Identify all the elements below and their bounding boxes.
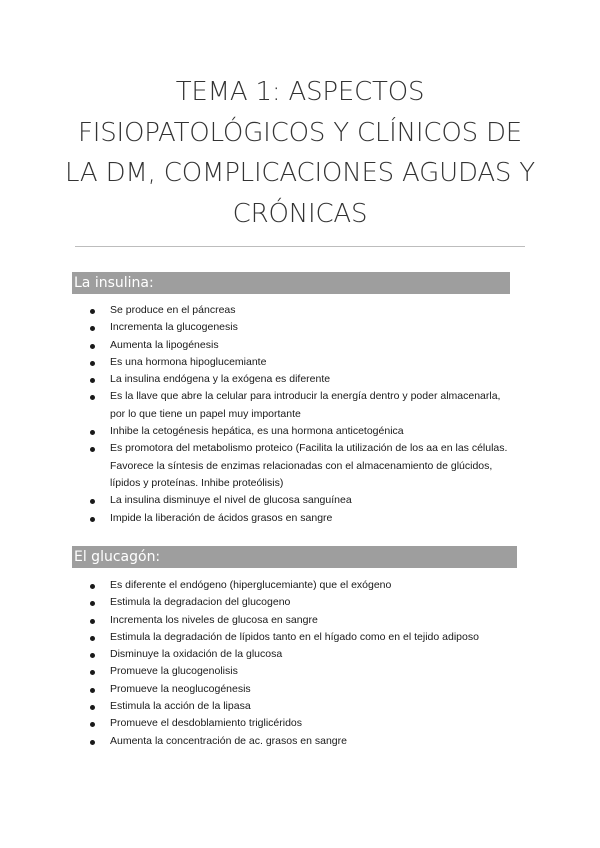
bullet-icon [90,653,95,658]
bullet-icon [90,430,95,435]
list-item-text: Promueve la glucogenolisis [110,665,238,678]
list-item [90,510,510,527]
bullet-icon [90,740,95,745]
list-item [90,492,510,509]
list-item-text: Es una hormona hipoglucemiante [110,355,267,368]
list-item [90,612,510,629]
list-item-text: Aumenta la concentración de ac. grasos en sangre [110,734,347,747]
bullet-icon [90,601,95,606]
list-item [90,440,510,492]
list-item [90,698,510,715]
bullet-icon [90,688,95,693]
list-item-text: Aumenta la lipogénesis [110,338,219,351]
list-item [90,577,510,594]
bullet-icon [90,499,95,504]
list-item-text: Incrementa los niveles de glucosa en sangre [110,613,318,626]
list-item [90,629,510,646]
bullet-icon [90,309,95,314]
bullet-icon [90,636,95,641]
list-item [90,337,510,354]
bullet-icon [90,447,95,452]
section-heading-glucagon: El glucagón: [72,546,517,568]
list-item-text: Estimula la degradacion del glucogeno [110,596,291,609]
list-item-text: Promueve el desdoblamiento triglicéridos [110,717,303,730]
list-item [90,371,510,388]
list-item-text: La insulina disminuye el nivel de glucosa sanguínea [110,494,352,507]
list-item-text: Incrementa la glucogenesis [110,321,238,334]
document-title: TEMA 1: ASPECTOS FISIOPATOLÓGICOS Y CLÍNICOS DE LA DM, COMPLICACIONES AGUDAS Y CRÓNICAS [65,77,535,229]
bullet-icon [90,344,95,349]
bullet-icon [90,378,95,383]
list-item [90,681,510,698]
list-item-text: Es promotora del metabolismo proteico (Facilita la utilización de los aa en las células. Favorece la síntesis de enzimas relacionadas con el almacenamiento de glúcidos, lípidos y proteínas. Inhibe proteólisis) [110,442,508,489]
list-item [90,733,510,750]
list-item-text: Es la llave que abre la celular para introducir la energía dentro y poder almacenarla, por lo que tiene un papel muy importante [110,390,501,420]
bullet-icon [90,670,95,675]
list-item-text: Es diferente el endógeno (hiperglucemiante) que el exógeno [110,579,392,591]
list-item-text: La insulina endógena y la exógena es diferente [110,373,331,386]
list-item-text: Estimula la degradación de lípidos tanto en el hígado como en el tejido adiposo [110,630,479,643]
list-item [90,715,510,732]
list-item-text: Inhibe la cetogénesis hepática, es una hormona anticetogénica [110,425,404,438]
section-heading-insulina: La insulina: [72,272,510,294]
bullet-icon [90,326,95,331]
bullet-icon [90,584,95,589]
bullet-icon [90,361,95,366]
bullet-icon [90,619,95,624]
list-item [90,663,510,680]
list-item [90,594,510,611]
bullet-icon [90,395,95,400]
list-item-text: Promueve la neoglucogénesis [110,682,251,695]
list-item-text: Se produce en el páncreas [110,304,236,316]
bullet-icon [90,705,95,710]
list-item [90,302,510,319]
list-item [90,423,510,440]
bullet-icon [90,517,95,522]
insulina-list [90,302,510,527]
list-item-text: Estimula la acción de la lipasa [110,700,251,713]
list-item [90,319,510,336]
title-divider [75,246,525,247]
bullet-icon [90,722,95,727]
list-item [90,354,510,371]
list-item-text: Impide la liberación de ácidos grasos en sangre [110,511,333,524]
list-item-text: Disminuye la oxidación de la glucosa [110,648,283,661]
glucagon-list [90,577,510,750]
list-item [90,646,510,663]
list-item [90,388,510,423]
